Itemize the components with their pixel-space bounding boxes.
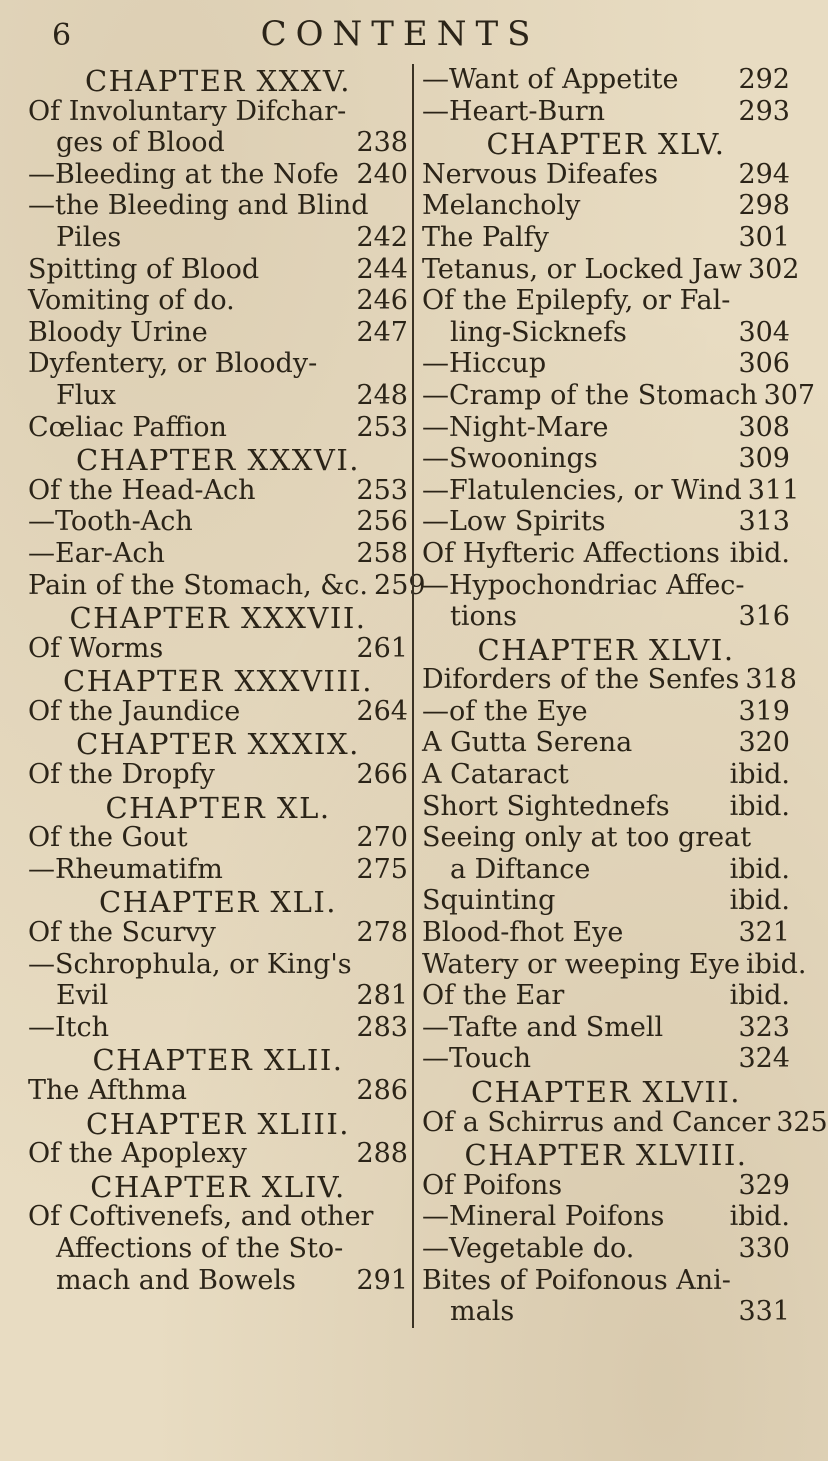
- contents-entry: [28, 317, 408, 349]
- entry-title: Of the Head-Ach: [28, 474, 256, 506]
- entry-page-number: 283: [356, 1011, 408, 1043]
- chapter-heading: [422, 127, 790, 162]
- chapter-title: CHAPTER XLVIII.: [464, 1138, 748, 1173]
- entry-page-number: 246: [356, 285, 408, 317]
- entry-title: Squinting: [422, 885, 556, 917]
- entry-title: mals: [450, 1296, 515, 1328]
- entry-title: Pain of the Stomach, &c.: [28, 569, 369, 601]
- entry-page-number: 270: [356, 822, 408, 854]
- chapter-title: CHAPTER XLVII.: [470, 1075, 742, 1109]
- entry-page-number: 242: [356, 221, 408, 253]
- entry-title: —Bleeding at the Nofe: [28, 158, 339, 190]
- contents-entry: [422, 64, 790, 96]
- chapter-heading: [28, 885, 408, 920]
- entry-page-number: 253: [356, 411, 408, 443]
- contents-entry: [28, 254, 408, 286]
- entry-title: —Vegetable do.: [422, 1232, 635, 1264]
- entry-title: —Hiccup: [422, 348, 547, 380]
- entry-title: —Schrophula, or King's: [28, 948, 352, 980]
- contents-entry: [28, 1012, 408, 1044]
- entry-title: Evil: [56, 980, 109, 1012]
- contents-entry: [28, 538, 408, 570]
- entry-page-number: 247: [356, 316, 408, 348]
- chapter-heading: [28, 1043, 408, 1078]
- entry-page-number: ibid.: [729, 853, 790, 885]
- contents-entry: [422, 570, 790, 602]
- contents-entry: [422, 885, 790, 917]
- entry-title: Bites of Poifonous Ani-: [422, 1264, 731, 1296]
- entry-page-number: 244: [356, 253, 408, 285]
- entry-page-number: ibid.: [729, 537, 790, 569]
- contents-entry: [422, 443, 790, 475]
- page-header: CONTENTS: [260, 14, 540, 54]
- entry-title: mach and Bowels: [56, 1264, 296, 1296]
- entry-title: ling-Sicknefs: [450, 316, 627, 348]
- entry-title: Melancholy: [422, 190, 581, 222]
- entry-title: Short Sightednefs: [422, 790, 670, 822]
- chapter-heading: [28, 727, 408, 762]
- contents-entry: [28, 380, 408, 412]
- contents-entry: [422, 538, 790, 570]
- entry-page-number: 248: [356, 379, 408, 411]
- contents-entry: [422, 791, 790, 823]
- contents-entry: [28, 854, 408, 886]
- chapter-heading: [28, 601, 408, 636]
- entry-page-number: 256: [356, 506, 408, 538]
- contents-entry: [28, 285, 408, 317]
- entry-title: Of the Dropfy: [28, 759, 215, 791]
- entry-title: —Swoonings: [422, 443, 598, 475]
- contents-entry: [28, 1233, 408, 1265]
- entry-page-number: 307: [763, 379, 816, 411]
- entry-page-number: 258: [356, 537, 408, 569]
- contents-entry: [422, 412, 790, 444]
- entry-title: Spitting of Blood: [28, 253, 260, 285]
- entry-title: Flux: [56, 379, 116, 411]
- chapter-heading: [28, 64, 408, 96]
- entry-title: Piles: [56, 221, 122, 253]
- entry-page-number: 318: [745, 664, 797, 696]
- chapter-heading: [28, 1170, 408, 1202]
- entry-page-number: 253: [356, 474, 408, 506]
- entry-title: —the Bleeding and Blind: [28, 190, 369, 222]
- entry-page-number: 292: [738, 64, 790, 95]
- chapter-title: CHAPTER XLIII.: [86, 1106, 350, 1141]
- contents-entry: [422, 1170, 790, 1202]
- entry-title: Of the Ear: [422, 980, 565, 1012]
- contents-entry: [422, 664, 797, 696]
- entry-page-number: 294: [738, 158, 790, 190]
- contents-entry: [422, 1265, 790, 1297]
- contents-entry: [28, 1138, 408, 1170]
- entry-title: —Cramp of the Stomach: [422, 379, 758, 411]
- entry-title: Diforders of the Senfes: [422, 664, 740, 696]
- entry-title: —of the Eye: [422, 695, 588, 727]
- contents-entry: [28, 980, 408, 1012]
- entry-title: Of the Scurvy: [28, 917, 216, 949]
- entry-page-number: 331: [738, 1296, 790, 1328]
- entry-title: Vomiting of do.: [28, 285, 235, 317]
- contents-entry: [422, 601, 790, 633]
- entry-title: —Want of Appetite: [422, 64, 679, 95]
- entry-title: Of Worms: [28, 632, 164, 664]
- entry-title: Blood-fhot Eye: [422, 917, 624, 949]
- entry-page-number: 324: [738, 1043, 790, 1075]
- chapter-title: CHAPTER XL.: [105, 790, 331, 825]
- contents-entry: [422, 1233, 790, 1265]
- entry-title: Bloody Urine: [28, 316, 208, 348]
- entry-title: The Palfy: [422, 221, 549, 253]
- chapter-title: CHAPTER XLIV.: [90, 1169, 346, 1204]
- contents-entry: [28, 633, 408, 665]
- contents-entry: [28, 917, 408, 949]
- entry-page-number: 302: [747, 253, 800, 285]
- entry-page-number: ibid.: [729, 980, 790, 1012]
- entry-page-number: 319: [738, 695, 790, 727]
- entry-page-number: 313: [738, 506, 790, 538]
- contents-entry: [422, 222, 790, 254]
- entry-page-number: 306: [738, 348, 790, 380]
- contents-entry: [28, 127, 408, 159]
- entry-page-number: 291: [356, 1264, 408, 1296]
- entry-page-number: 301: [738, 221, 790, 253]
- entry-title: —Heart-Burn: [422, 95, 606, 127]
- entry-title: Of a Schirrus and Cancer: [422, 1106, 771, 1138]
- entry-title: Of the Epilepfy, or Fal-: [422, 285, 731, 317]
- chapter-heading: [422, 633, 790, 665]
- entry-title: Of Hyfteric Affections: [422, 537, 720, 569]
- entry-page-number: ibid.: [729, 1201, 790, 1233]
- entry-title: A Gutta Serena: [422, 727, 633, 759]
- entry-page-number: 288: [356, 1138, 408, 1170]
- entry-title: —Tafte and Smell: [422, 1011, 664, 1043]
- chapter-heading: [422, 1075, 790, 1107]
- contents-entry: [422, 980, 790, 1012]
- entry-page-number: 259: [374, 569, 426, 601]
- contents-entry: [28, 696, 408, 728]
- entry-page-number: 275: [356, 853, 408, 885]
- entry-page-number: 316: [738, 601, 790, 633]
- chapter-title: CHAPTER XLV.: [486, 127, 726, 162]
- entry-title: Nervous Difeafes: [422, 158, 659, 190]
- entry-page-number: 286: [356, 1075, 408, 1106]
- entry-page-number: ibid.: [729, 885, 790, 917]
- entry-title: Of the Jaundice: [28, 695, 241, 727]
- entry-title: —Tooth-Ach: [28, 506, 193, 538]
- contents-entry: [28, 412, 408, 444]
- contents-entry: [422, 96, 790, 128]
- contents-entry: [422, 285, 790, 317]
- entry-page-number: 325: [776, 1106, 828, 1138]
- entry-title: tions: [450, 601, 517, 633]
- contents-entry: [422, 854, 790, 886]
- entry-title: A Cataract: [422, 759, 569, 791]
- entry-title: Of the Apoplexy: [28, 1138, 247, 1170]
- chapter-title: CHAPTER XLII.: [92, 1043, 344, 1078]
- entry-title: Of Involuntary Difchar-: [28, 95, 347, 127]
- entry-page-number: 320: [738, 727, 790, 759]
- chapter-heading: [422, 1138, 790, 1173]
- entry-title: —Touch: [422, 1043, 532, 1075]
- contents-entry: [28, 475, 408, 507]
- chapter-title: CHAPTER XXXVI.: [75, 443, 361, 478]
- entry-page-number: 329: [738, 1169, 790, 1201]
- contents-entry: [422, 379, 816, 412]
- entry-title: ges of Blood: [56, 127, 225, 159]
- contents-entry: [28, 96, 408, 128]
- contents-entry: [422, 1201, 790, 1233]
- entry-page-number: 281: [356, 980, 408, 1012]
- contents-entry: [422, 253, 800, 286]
- entry-title: Cœliac Paffion: [28, 411, 227, 443]
- entry-page-number: ibid.: [729, 790, 790, 822]
- entry-page-number: 308: [738, 411, 790, 443]
- contents-entry: [422, 696, 790, 728]
- contents-entry: [422, 474, 800, 507]
- entry-title: —Mineral Poifons: [422, 1201, 665, 1233]
- entry-title: Of the Gout: [28, 822, 188, 854]
- entry-page-number: 330: [738, 1232, 790, 1264]
- chapter-title: CHAPTER XLI.: [98, 885, 338, 920]
- entry-page-number: 304: [738, 316, 790, 348]
- contents-entry: [422, 506, 790, 538]
- contents-left-column: [28, 64, 426, 1296]
- entry-page-number: 298: [738, 190, 790, 222]
- entry-page-number: 309: [738, 443, 790, 475]
- entry-page-number: 278: [356, 917, 408, 949]
- chapter-title: CHAPTER XXXV.: [84, 64, 352, 98]
- contents-entry: [422, 1012, 790, 1044]
- chapter-heading: [28, 443, 408, 478]
- contents-right-column: [412, 64, 828, 1328]
- contents-entry: [28, 159, 408, 191]
- chapter-heading: [28, 664, 408, 699]
- chapter-heading: [28, 791, 408, 823]
- contents-entry: [422, 1043, 790, 1075]
- entry-page-number: 240: [356, 158, 408, 190]
- entry-title: —Hypochondriac Affec-: [422, 569, 745, 601]
- contents-entry: [28, 190, 408, 222]
- chapter-title: CHAPTER XXXIX.: [76, 727, 360, 762]
- entry-title: a Diftance: [450, 853, 591, 885]
- entry-page-number: 266: [356, 759, 408, 791]
- contents-entry: [28, 506, 408, 538]
- entry-title: Dyfentery, or Bloody-: [28, 348, 318, 380]
- contents-entry: [422, 1296, 790, 1328]
- chapter-heading: [28, 1107, 408, 1139]
- entry-title: —Ear-Ach: [28, 537, 165, 569]
- contents-entry: [422, 759, 790, 791]
- contents-entry: [422, 822, 790, 854]
- entry-title: The Afthma: [28, 1075, 187, 1106]
- page-number: 6: [52, 18, 72, 53]
- entry-page-number: 323: [738, 1011, 790, 1043]
- entry-title: Tetanus, or Locked Jaw: [422, 253, 742, 285]
- contents-entry: [28, 1201, 408, 1233]
- contents-entry: [28, 569, 426, 602]
- contents-entry: [422, 159, 790, 191]
- entry-page-number: 261: [356, 632, 408, 664]
- contents-entry: [28, 822, 408, 854]
- contents-entry: [422, 348, 790, 380]
- contents-entry: [422, 917, 790, 949]
- entry-page-number: 293: [738, 95, 790, 127]
- entry-title: Of Poifons: [422, 1169, 563, 1201]
- entry-page-number: 311: [747, 474, 800, 506]
- entry-title: Affections of the Sto-: [56, 1232, 344, 1264]
- entry-title: —Rheumatifm: [28, 853, 223, 885]
- chapter-title: CHAPTER XXXVII.: [69, 601, 367, 636]
- entry-page-number: 264: [356, 695, 408, 727]
- contents-entry: [28, 1265, 408, 1297]
- entry-page-number: 321: [738, 917, 790, 949]
- contents-entry: [28, 1075, 408, 1107]
- entry-title: Seeing only at too great: [422, 822, 752, 854]
- contents-entry: [28, 759, 408, 791]
- entry-title: —Low Spirits: [422, 506, 606, 538]
- chapter-title: CHAPTER XXXVIII.: [63, 664, 373, 699]
- contents-entry: [422, 190, 790, 222]
- contents-entry: [422, 727, 790, 759]
- entry-title: Watery or weeping Eye: [422, 948, 741, 980]
- entry-title: —Itch: [28, 1011, 110, 1043]
- contents-entry: [422, 317, 790, 349]
- contents-entry: [28, 222, 408, 254]
- entry-page-number: 238: [356, 127, 408, 159]
- entry-title: —Night-Mare: [422, 411, 609, 443]
- contents-entry: [422, 948, 807, 981]
- contents-entry: [28, 949, 408, 981]
- contents-entry: [422, 1106, 828, 1139]
- entry-page-number: ibid.: [746, 948, 807, 980]
- chapter-title: CHAPTER XLVI.: [477, 632, 735, 667]
- entry-title: Of Coftivenefs, and other: [28, 1201, 374, 1233]
- entry-page-number: ibid.: [729, 759, 790, 791]
- contents-entry: [28, 348, 408, 380]
- entry-title: —Flatulencies, or Wind: [422, 474, 742, 506]
